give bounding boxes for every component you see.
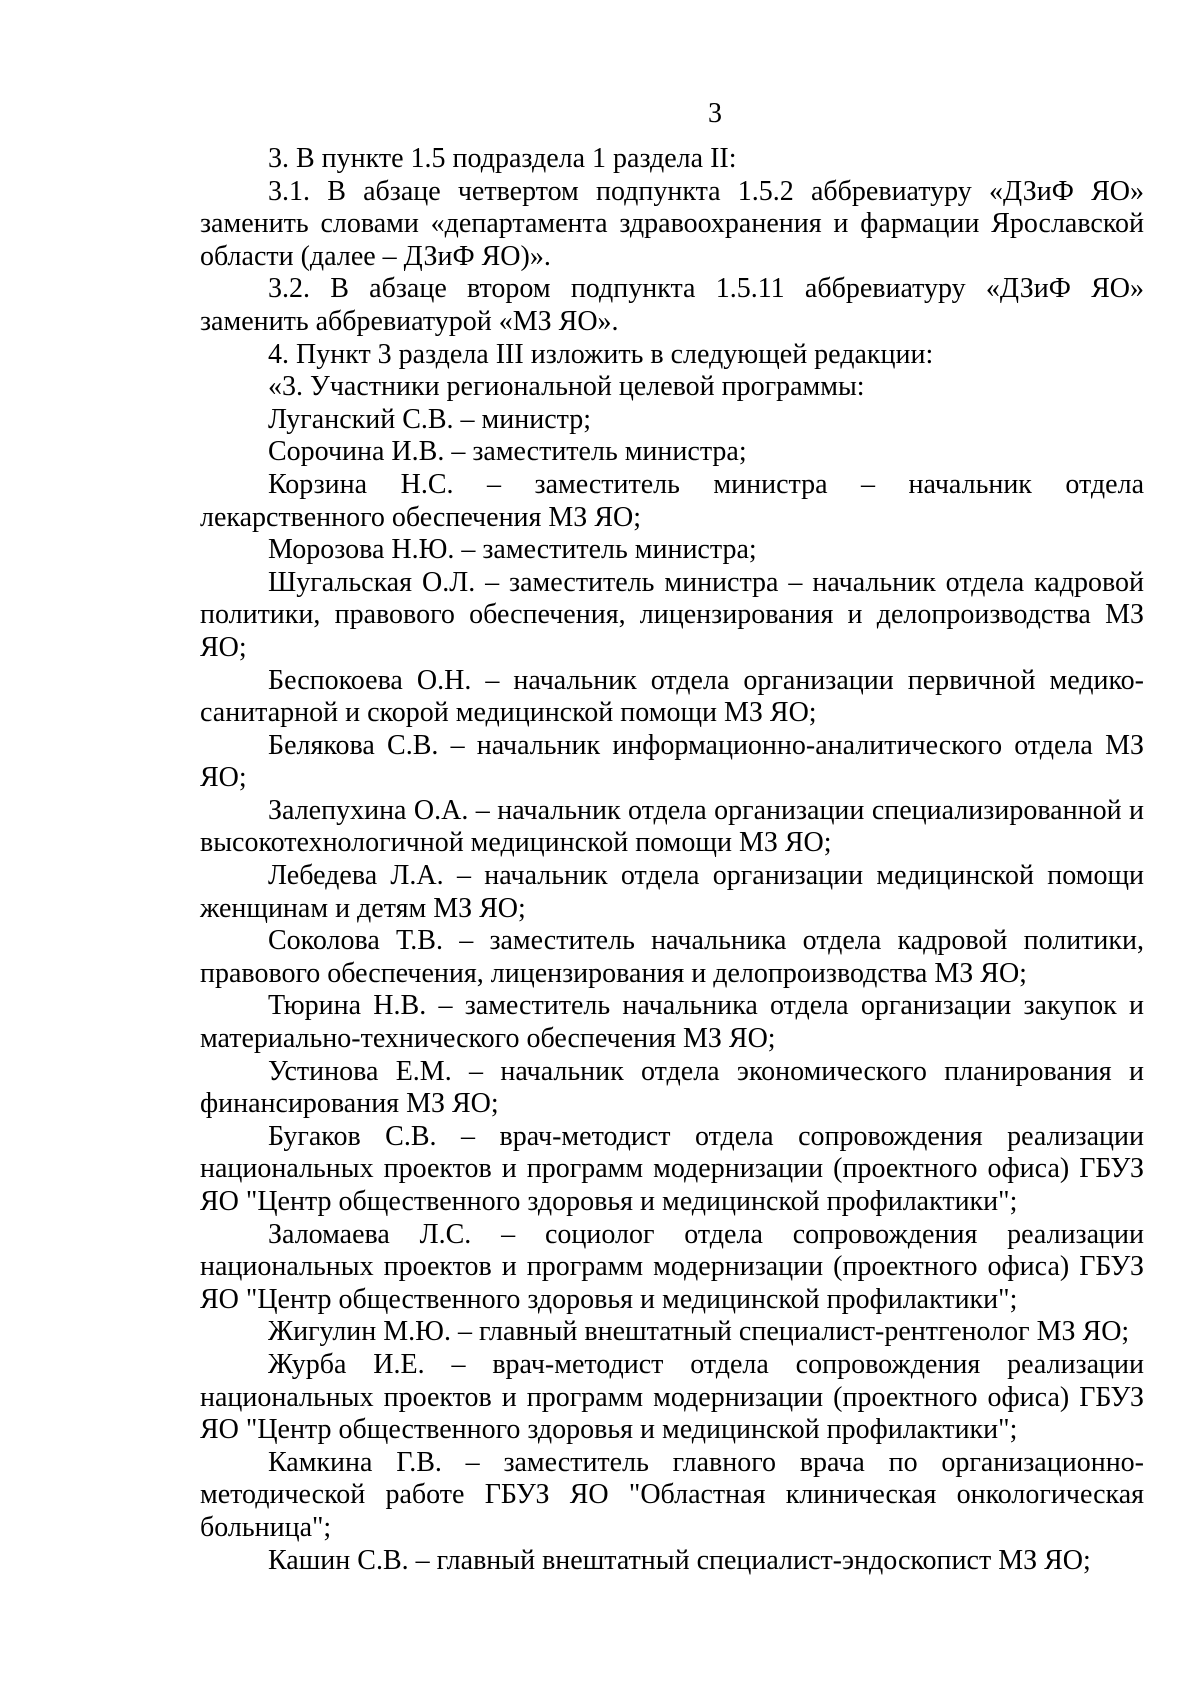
participant-item: Тюрина Н.В. – заместитель начальника отдела организации закупок и материально-технического обеспечения МЗ ЯО; <box>200 990 1144 1055</box>
participant-item: Луганский С.В. – министр; <box>268 403 591 435</box>
participant-item: Журба И.Е. – врач-методист отдела сопровождения реализации национальных проектов и программ модернизации (проектного офиса) ГБУЗ ЯО "Центр общественного здоровья и медицинской профилактики"; <box>200 1348 1144 1446</box>
paragraph: 3. В пункте 1.5 подраздела 1 раздела II: <box>268 143 737 174</box>
participant-item: Бугаков С.В. – врач-методист отдела сопровождения реализации национальных проектов и программ модернизации (проектного офиса) ГБУЗ ЯО "Центр общественного здоровья и медицинской профилактики"; <box>200 1120 1144 1217</box>
paragraph: «3. Участники региональной целевой программы: <box>268 371 865 403</box>
participant-item: Сорочина И.В. – заместитель министра; <box>268 436 747 468</box>
participant-item: Белякова С.В. – начальник информационно-аналитического отдела МЗ ЯО; <box>200 729 1144 794</box>
participant-item: Жигулин М.Ю. – главный внештатный специалист-рентгенолог МЗ ЯО; <box>268 1316 1130 1348</box>
paragraph: 3.1. В абзаце четвертом подпункта 1.5.2 аббревиатуру «ДЗиФ ЯО» заменить словами «департамента здравоохранения и фармации Ярославской области (далее – ДЗиФ ЯО)». <box>200 175 1144 272</box>
participant-item: Лебедева Л.А. – начальник отдела организации медицинской помощи женщинам и детям МЗ ЯО; <box>200 860 1144 924</box>
participant-item: Шугальская О.Л. – заместитель министра – начальник отдела кадровой политики, правового обеспечения, лицензирования и делопроизводства МЗ ЯО; <box>200 566 1144 663</box>
participant-item: Беспокоева О.Н. – начальник отдела организации первичной медико-санитарной и скорой медицинской помощи МЗ ЯО; <box>200 664 1144 729</box>
document-body <box>200 143 1144 1577</box>
participant-item: Устинова Е.М. – начальник отдела экономического планирования и финансирования МЗ ЯО; <box>200 1055 1144 1120</box>
participant-item: Соколова Т.В. – заместитель начальника отдела кадровой политики, правового обеспечения, лицензирования и делопроизводства МЗ ЯО; <box>200 925 1144 989</box>
participant-item: Корзина Н.С. – заместитель министра – начальник отдела лекарственного обеспечения МЗ ЯО; <box>200 468 1144 533</box>
paragraph: 4. Пункт 3 раздела III изложить в следующей редакции: <box>268 338 934 370</box>
page-number: 3 <box>708 98 722 129</box>
participant-item: Морозова Н.Ю. – заместитель министра; <box>268 534 757 566</box>
participant-item: Заломаева Л.С. – социолог отдела сопровождения реализации национальных проектов и программ модернизации (проектного офиса) ГБУЗ ЯО "Центр общественного здоровья и медицинской профилактики"; <box>200 1218 1144 1315</box>
participant-item: Кашин С.В. – главный внештатный специалист-эндоскопист МЗ ЯО; <box>268 1544 1091 1576</box>
paragraph: 3.2. В абзаце втором подпункта 1.5.11 аббревиатуру «ДЗиФ ЯО» заменить аббревиатурой «МЗ ЯО». <box>200 273 1144 337</box>
participant-item: Залепухина О.А. – начальник отдела организации специализированной и высокотехнологичной медицинской помощи МЗ ЯО; <box>200 794 1144 859</box>
participant-item: Камкина Г.В. – заместитель главного врача по организационно-методической работе ГБУЗ ЯО "Областная клиническая онкологическая больница"; <box>200 1446 1144 1543</box>
